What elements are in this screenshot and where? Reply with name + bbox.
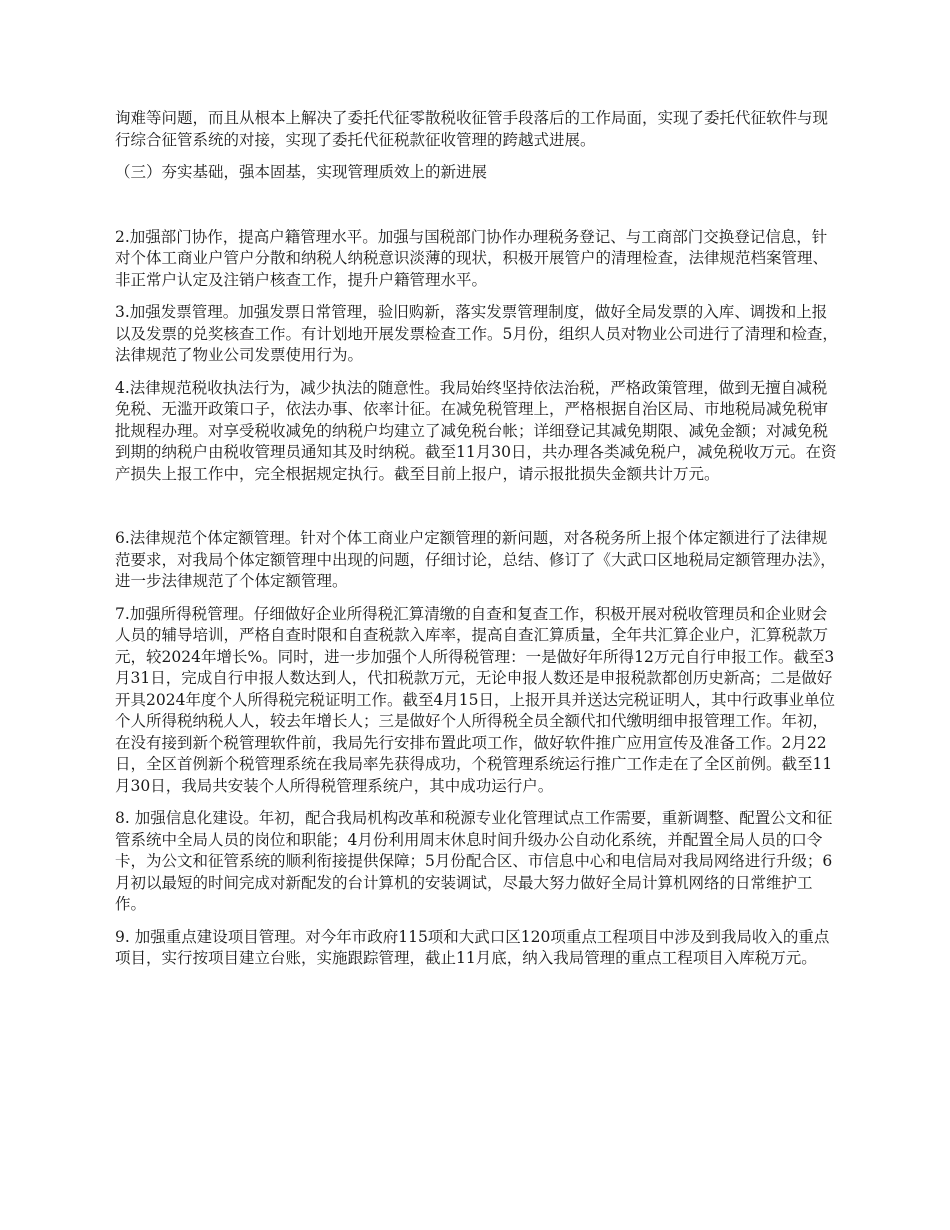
paragraph-item-2: 2.加强部门协作，提高户籍管理水平。加强与国税部门协作办理税务登记、与工商部门交换登记信息，针对个体工商业户管户分散和纳税人纳税意识淡薄的现状，积极开展管户的清理检查，法律规范档案管理、非正常户认定及注销户核查工作，提升户籍管理水平。 <box>115 227 829 289</box>
document-body <box>115 108 842 970</box>
paragraph-item-3: 3.加强发票管理。加强发票日常管理，验旧购新，落实发票管理制度，做好全局发票的入库、调拨和上报以及发票的兑奖核查工作。有计划地开展发票检查工作。5月份，组织人员对物业公司进行了清理和检查，法律规范了物业公司发票使用行为。 <box>115 303 838 364</box>
paragraph-item-9: 9. 加强重点建设项目管理。对今年市政府115项和大武口区120项重点工程项目中涉及到我局收入的重点项目，实行按项目建立台账，实施跟踪管理，截止11月底，纳入我局管理的重点工程项目入库税万元。 <box>115 927 830 967</box>
section-heading: （三）夯实基础，强本固基，实现管理质效上的新进展 <box>115 163 488 181</box>
paragraph-item-6: 6.法律规范个体定额管理。针对个体工商业户定额管理的新问题，对各税务所上报个体定额进行了法律规范要求，对我局个体定额管理中出现的问题，仔细讨论，总结、修订了《大武口区地税局定额管理办法》，进一步法律规范了个体定额管理。 <box>115 529 836 590</box>
paragraph-item-7: 7.加强所得税管理。仔细做好企业所得税汇算清缴的自查和复查工作，积极开展对税收管理员和企业财会人员的辅导培训，严格自查时限和自查税款入库率，提高自查汇算质量，全年共汇算企业户，汇算税款万元，较2024年增长%。同时，进一步加强个人所得税管理：一是做好年所得12万元自行申报工作。截至3月31日，完成自行申报人数达到人，代扣税款万元，无论申报人数还是申报税款都创历史新高；二是做好开具2024年度个人所得税完税证明工作。截至4月15日，上报开具并送达完税证明人，其中行政事业单位个人所得税纳税人人，较去年增长人；三是做好个人所得税全员全额代扣代缴明细申报管理工作。年初，在没有接到新个税管理软件前，我局先行安排布置此项工作，做好软件推广应用宣传及准备工作。2月22日，全区首例新个税管理系统在我局率先获得成功，个税管理系统运行推广工作走在了全区前例。截至11月30日，我局共安装个人所得税管理系统户，其中成功运行户。 <box>115 604 836 795</box>
paragraph-intro: 询难等问题，而且从根本上解决了委托代征零散税收征管手段落后的工作局面，实现了委托代征软件与现行综合征管系统的对接，实现了委托代征税款征收管理的跨越式进展。 <box>115 109 829 149</box>
paragraph-item-4: 4.法律规范税收执法行为，减少执法的随意性。我局始终坚持依法治税，严格政策管理，做到无擅自减税免税、无滥开政策口子，依法办事、依率计征。在减免税管理上，严格根据自治区局、市地税局减免税审批规程办理。对享受税收减免的纳税户均建立了减免税台帐；详细登记其减免期限、减免金额；对减免税到期的纳税户由税收管理员通知其及时纳税。截至11月30日，共办理各类减免税户，减免税收万元。在资产损失上报工作中，完全根据规定执行。截至目前上报户，请示报批损失金额共计万元。 <box>115 378 837 483</box>
paragraph-item-8: 8. 加强信息化建设。年初，配合我局机构改革和税源专业化管理试点工作需要，重新调整、配置公文和征管系统中全局人员的岗位和职能；4月份利用周末休息时间升级办公自动化系统，并配置全局人员的口令卡，为公文和征管系统的顺利衔接提供保障；5月份配合区、市信息中心和电信局对我局网络进行升级；6月初以最短的时间完成对新配发的台计算机的安装调试，尽最大努力做好全局计算机网络的日常维护工作。 <box>115 809 833 913</box>
